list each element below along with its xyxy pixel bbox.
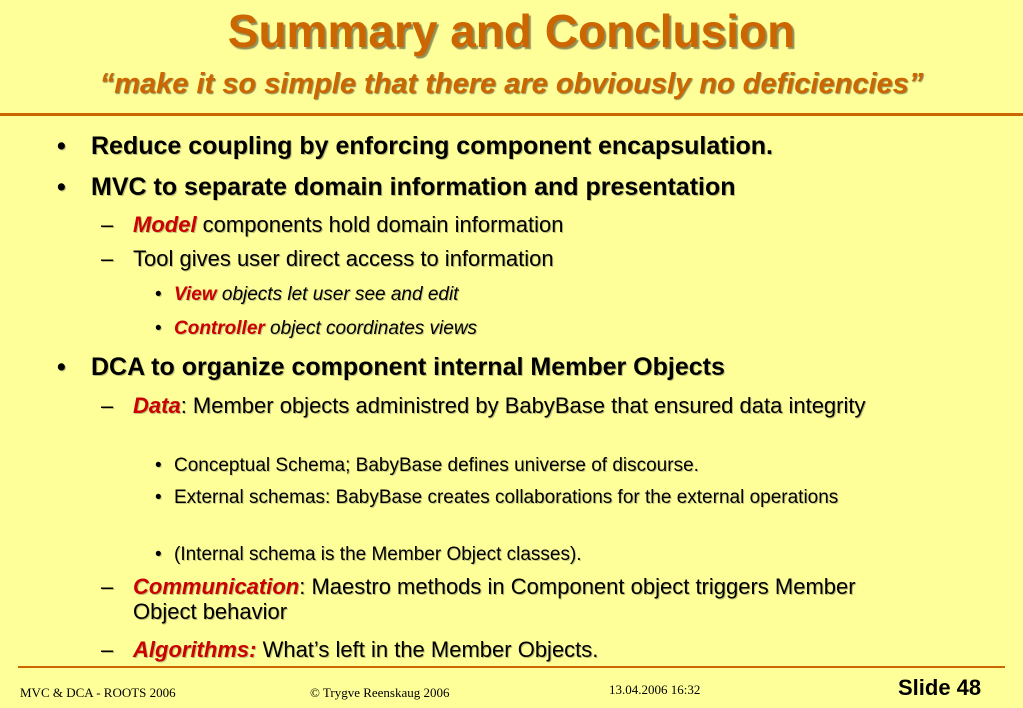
bullet-marker: •: [155, 544, 162, 565]
dash-marker: –: [101, 393, 114, 418]
bullet-marker: •: [57, 173, 66, 201]
bullet-marker: •: [57, 132, 66, 160]
sub-sub-item-text: Conceptual Schema; BabyBase defines universe of discourse.: [174, 455, 699, 476]
sub-sub-item-rest: objects let user see and edit: [216, 284, 459, 305]
footer-left: MVC & DCA - ROOTS 2006: [20, 685, 176, 700]
dash-marker: –: [101, 246, 114, 271]
bullet-text: DCA to organize component internal Member Objects: [91, 353, 725, 381]
bullet-text: Reduce coupling by enforcing component encapsulation.: [91, 132, 774, 160]
keyword: Data: [133, 393, 181, 418]
keyword: Communication: [133, 574, 300, 599]
bullet-marker: •: [57, 353, 66, 381]
slide-number: Slide 48: [898, 675, 982, 700]
bullet-text: MVC to separate domain information and presentation: [91, 173, 736, 201]
sub-sub-item-text: [174, 317, 894, 340]
dash-marker: –: [101, 212, 114, 237]
footer-copyright: © Trygve Reenskaug 2006: [310, 685, 450, 700]
sub-item-rest: : Maestro methods in Component object triggers Member Object behavior: [133, 574, 856, 624]
keyword: View: [174, 284, 217, 305]
dash-marker: –: [101, 574, 114, 599]
keyword: Controller: [174, 318, 265, 339]
slide-subtitle: “make it so simple that there are obviously no deficiencies”: [99, 68, 924, 100]
bullet-marker: •: [155, 487, 162, 508]
sub-item-text: [133, 574, 903, 624]
keyword: Model: [133, 212, 197, 237]
sub-item-rest: components hold domain information: [196, 212, 564, 237]
bullet-marker: •: [155, 284, 162, 305]
bullet-marker: •: [155, 455, 162, 476]
bullet-marker: •: [155, 318, 162, 339]
footer-divider: [18, 666, 1005, 668]
sub-item-text: Tool gives user direct access to information: [133, 246, 554, 271]
sub-item-rest: What’s left in the Member Objects.: [256, 637, 599, 662]
keyword: Algorithms:: [133, 637, 257, 662]
sub-sub-item-text: (Internal schema is the Member Object classes).: [174, 544, 582, 565]
sub-sub-item-text: External schemas: BabyBase creates collaborations for the external operations: [174, 487, 839, 508]
dash-marker: –: [101, 637, 114, 662]
footer-date: 13.04.2006 16:32: [609, 682, 701, 697]
sub-sub-item-rest: object coordinates views: [264, 318, 478, 339]
sub-sub-item-text: [174, 283, 894, 306]
sub-item-text: [133, 637, 933, 662]
slide-title: Summary and Conclusion: [227, 5, 796, 57]
sub-item-text: [133, 393, 923, 418]
sub-item-rest: : Member objects administred by BabyBase that ensured data integrity: [180, 393, 866, 418]
sub-item-text: [133, 212, 933, 237]
